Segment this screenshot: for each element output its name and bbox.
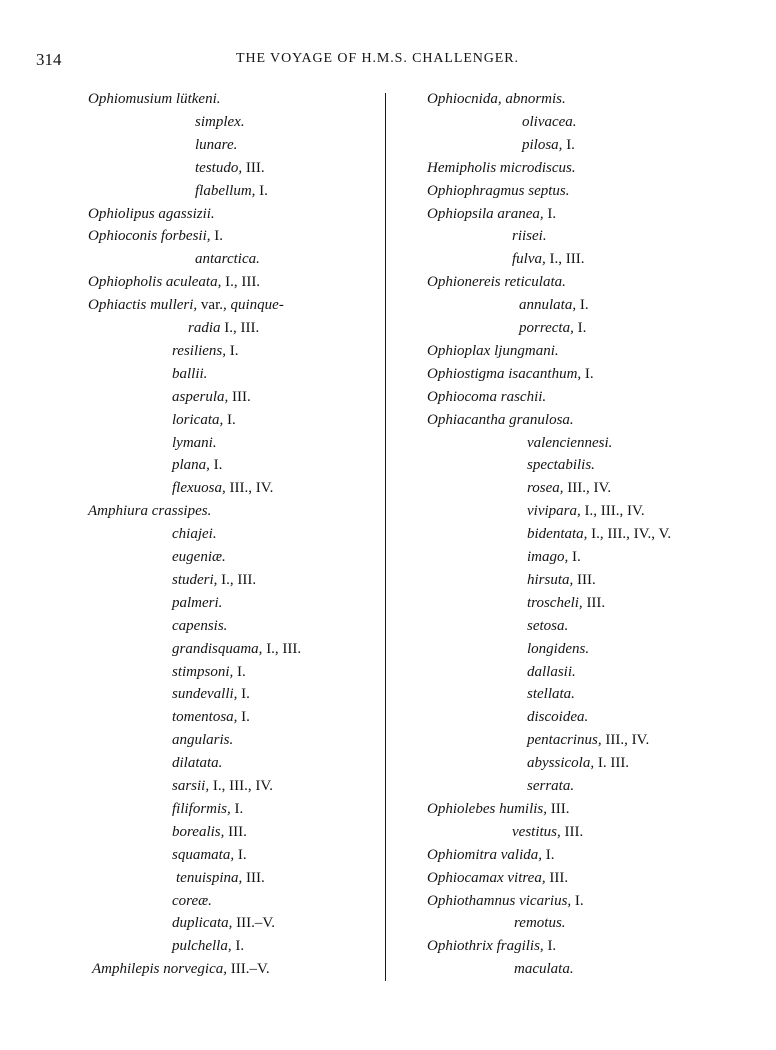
species-name: Ophiocoma raschii. — [427, 388, 547, 405]
species-entry — [172, 434, 217, 452]
species-entry — [427, 365, 594, 383]
species-name: capensis. — [172, 617, 228, 634]
species-entry — [427, 205, 556, 223]
species-name: Amphilepis norvegica, — [92, 961, 227, 978]
species-entry — [527, 571, 596, 589]
species-entry — [172, 731, 233, 749]
species-entry — [172, 479, 273, 497]
species-name: Ophioplax ljungmani. — [427, 342, 559, 359]
species-entry — [427, 411, 574, 429]
species-entry — [427, 892, 584, 910]
station-note: III. — [242, 159, 265, 176]
species-entry — [522, 136, 575, 154]
station-note: I. — [210, 228, 223, 245]
station-note: III., IV. — [601, 732, 650, 749]
species-entry — [172, 525, 217, 543]
species-name: Ophiomitra valida, — [427, 846, 542, 863]
species-entry — [172, 342, 239, 360]
station-note: I. — [581, 365, 594, 382]
species-name: serrata. — [527, 778, 575, 794]
species-entry — [527, 708, 588, 726]
species-name: spectabilis. — [527, 457, 595, 474]
station-note: I., III., IV. — [209, 778, 273, 794]
species-entry — [172, 754, 222, 772]
species-entry — [427, 159, 576, 177]
species-name: lymani. — [172, 434, 217, 451]
species-name: studeri, — [172, 571, 218, 588]
species-entry — [172, 548, 226, 566]
species-name: flexuosa, — [172, 480, 226, 497]
station-note: III. — [582, 594, 606, 611]
species-name: pulchella, — [172, 938, 232, 955]
species-entry — [527, 502, 645, 520]
species-name: Ophioconis forbesii, — [88, 228, 211, 245]
species-entry — [195, 182, 268, 200]
station-note: III. — [547, 800, 570, 817]
species-name: tenuispina, — [176, 869, 243, 886]
species-name: Ophiothrix fragilis, — [427, 938, 544, 955]
running-title: THE VOYAGE OF H.M.S. CHALLENGER. — [236, 51, 519, 66]
species-entry — [172, 365, 207, 383]
species-name: riisei. — [512, 228, 547, 245]
species-name: Ophiolipus agassizii. — [88, 205, 215, 222]
station-note: I., III. — [217, 571, 257, 588]
species-entry — [527, 663, 576, 681]
species-name: Ophiomusium lütkeni. — [88, 91, 221, 107]
species-name: filiformis, — [172, 800, 231, 817]
species-name: Amphiura crassipes. — [88, 503, 212, 520]
species-name: longidens. — [527, 640, 590, 657]
species-entry — [512, 250, 584, 268]
species-name: Ophiocnida, abnormis. — [427, 91, 566, 107]
station-note: III.–V. — [232, 915, 276, 932]
species-name: resiliens, — [172, 342, 227, 359]
species-entry — [427, 937, 556, 955]
species-name: troscheli, — [527, 594, 583, 611]
species-name: lunare. — [195, 136, 238, 153]
station-note: III., IV. — [563, 480, 612, 497]
species-entry — [172, 456, 222, 474]
species-name: sundevalli, — [172, 686, 238, 703]
species-entry — [427, 273, 566, 291]
station-note: I. — [233, 663, 246, 680]
species-name: grandisquama, — [172, 640, 263, 657]
species-entry — [527, 777, 574, 795]
station-note: I. — [223, 411, 236, 428]
species-name: Hemipholis microdiscus. — [427, 159, 576, 176]
species-entry — [188, 319, 259, 337]
species-name: fulva, — [512, 251, 546, 268]
species-entry — [88, 273, 260, 291]
species-name: stimpsoni, — [172, 663, 234, 680]
species-entry — [172, 411, 236, 429]
species-entry — [427, 90, 566, 108]
station-note: I. — [209, 457, 223, 474]
station-note: I. — [576, 297, 589, 314]
species-name: palmeri. — [172, 594, 223, 611]
species-entry — [527, 479, 611, 497]
station-note: III. — [242, 869, 265, 886]
species-entry — [519, 296, 589, 314]
station-note: I. — [542, 846, 555, 863]
species-name: annulata, — [519, 297, 577, 314]
species-name: coreæ. — [172, 892, 212, 909]
species-entry — [195, 250, 260, 268]
species-name: squamata, — [172, 846, 235, 863]
species-entry — [172, 571, 256, 589]
species-name: duplicata, — [172, 915, 233, 932]
species-name: valenciennesi. — [527, 434, 613, 451]
station-note: I. — [543, 205, 557, 222]
station-note: I. — [237, 686, 250, 703]
species-entry — [527, 617, 568, 635]
station-note: I. — [255, 182, 268, 199]
species-entry — [195, 136, 237, 154]
species-name: asperula, — [172, 388, 229, 405]
page-number: 314 — [36, 50, 62, 69]
species-name: flabellum, — [195, 182, 256, 199]
species-name: maculata. — [514, 961, 574, 978]
station-note: I. — [562, 136, 575, 153]
species-entry — [427, 800, 570, 818]
station-note: I., III., IV., V. — [587, 526, 672, 543]
species-name: radia — [188, 320, 221, 336]
species-entry — [514, 914, 566, 932]
station-note: I. — [231, 938, 245, 955]
species-entry — [527, 731, 649, 749]
species-name: Ophiopsila aranea, — [427, 205, 544, 222]
species-entry — [88, 90, 221, 108]
species-name: ballii. — [172, 365, 208, 382]
station-note: I. — [573, 320, 587, 336]
species-entry — [527, 525, 671, 543]
species-entry — [172, 708, 250, 726]
species-entry — [172, 937, 244, 955]
species-entry — [514, 960, 574, 978]
species-entry — [427, 342, 559, 360]
species-name: pentacrinus, — [527, 732, 602, 749]
species-name: Ophiolebes humilis, — [427, 800, 547, 817]
species-name: borealis, — [172, 823, 225, 840]
species-entry — [172, 823, 247, 841]
species-entry — [522, 113, 577, 131]
species-entry — [172, 777, 273, 795]
species-name: setosa. — [527, 617, 569, 634]
station-note: III. — [573, 571, 596, 588]
species-name: Ophionereis reticulata. — [427, 274, 566, 291]
species-name: Ophiactis mulleri, — [88, 297, 198, 314]
species-name: dallasii. — [527, 663, 576, 680]
species-entry — [427, 869, 568, 887]
species-name-continued: quinque- — [230, 297, 284, 314]
station-note: III. — [545, 869, 569, 886]
station-note: I., III. — [545, 251, 585, 268]
station-note: I., III. — [220, 320, 260, 336]
species-name: Ophiacantha granulosa. — [427, 411, 574, 428]
station-note: var., — [197, 297, 231, 314]
station-note: I. — [234, 846, 247, 863]
species-entry — [512, 227, 547, 245]
species-entry — [172, 846, 247, 864]
species-entry — [527, 640, 589, 658]
species-name: sarsii, — [172, 778, 210, 794]
species-name: Ophiophragmus septus. — [427, 182, 570, 199]
species-name: porrecta, — [519, 320, 574, 336]
species-name: pilosa, — [522, 136, 563, 153]
species-entry — [172, 640, 301, 658]
species-name: eugeniæ. — [172, 549, 226, 565]
species-entry — [172, 892, 212, 910]
species-entry — [172, 388, 251, 406]
species-entry — [527, 548, 581, 566]
species-entry — [92, 960, 270, 978]
species-entry — [195, 159, 265, 177]
species-name: hirsuta, — [527, 571, 574, 588]
station-note: I. III. — [594, 755, 630, 772]
species-name: olivacea. — [522, 113, 577, 130]
station-note: I. — [571, 892, 584, 909]
station-note: III.–V. — [226, 961, 270, 978]
station-note: I., III., IV. — [580, 503, 645, 520]
species-entry — [527, 685, 575, 703]
column-divider — [385, 93, 386, 981]
station-note: I. — [237, 709, 250, 726]
species-entry — [172, 663, 246, 681]
station-note: I. — [230, 800, 244, 817]
species-name: stellata. — [527, 686, 575, 703]
species-name: Ophiostigma isacanthum, — [427, 365, 582, 382]
page-header — [0, 50, 776, 70]
species-entry — [172, 685, 250, 703]
species-entry — [88, 205, 215, 223]
species-name: rosea, — [527, 480, 564, 497]
station-note: III. — [224, 823, 247, 840]
station-note: I. — [568, 549, 581, 565]
station-note: III. — [228, 388, 251, 405]
species-name: plana, — [172, 457, 210, 474]
species-name: antarctica. — [195, 251, 260, 268]
species-name: vivipara, — [527, 503, 581, 520]
species-entry — [427, 388, 546, 406]
station-note: I. — [226, 342, 239, 359]
station-note: III. — [560, 823, 584, 840]
species-entry — [512, 823, 583, 841]
species-name: testudo, — [195, 159, 243, 176]
species-entry — [527, 594, 605, 612]
species-entry — [172, 617, 227, 635]
species-name: tomentosa, — [172, 709, 238, 726]
species-name: loricata, — [172, 411, 224, 428]
species-name: dilatata. — [172, 755, 223, 772]
species-entry — [172, 594, 222, 612]
species-name: imago, — [527, 549, 569, 565]
species-name: chiajei. — [172, 526, 217, 543]
species-name: abyssicola, — [527, 755, 595, 772]
species-name: Ophiopholis aculeata, — [88, 274, 222, 291]
species-entry — [172, 800, 243, 818]
species-name: simplex. — [195, 113, 245, 130]
species-entry — [527, 434, 612, 452]
species-name: Ophiocamax vitrea, — [427, 869, 546, 886]
species-entry — [527, 456, 595, 474]
species-entry — [88, 296, 284, 314]
species-entry — [427, 846, 555, 864]
species-entry — [176, 869, 265, 887]
species-entry — [88, 227, 223, 245]
station-note: III., IV. — [225, 480, 274, 497]
species-name: remotus. — [514, 915, 566, 932]
species-entry — [88, 502, 211, 520]
station-note: I., III. — [262, 640, 302, 657]
species-name: angularis. — [172, 732, 234, 749]
station-note: I. — [543, 938, 557, 955]
station-note: I., III. — [221, 274, 261, 291]
species-entry — [519, 319, 586, 337]
species-name: discoidea. — [527, 709, 589, 726]
species-entry — [427, 182, 570, 200]
species-entry — [195, 113, 245, 131]
species-entry — [527, 754, 629, 772]
species-name: bidentata, — [527, 526, 588, 543]
species-name: vestitus, — [512, 823, 561, 840]
species-entry — [172, 914, 275, 932]
species-name: Ophiothamnus vicarius, — [427, 892, 572, 909]
